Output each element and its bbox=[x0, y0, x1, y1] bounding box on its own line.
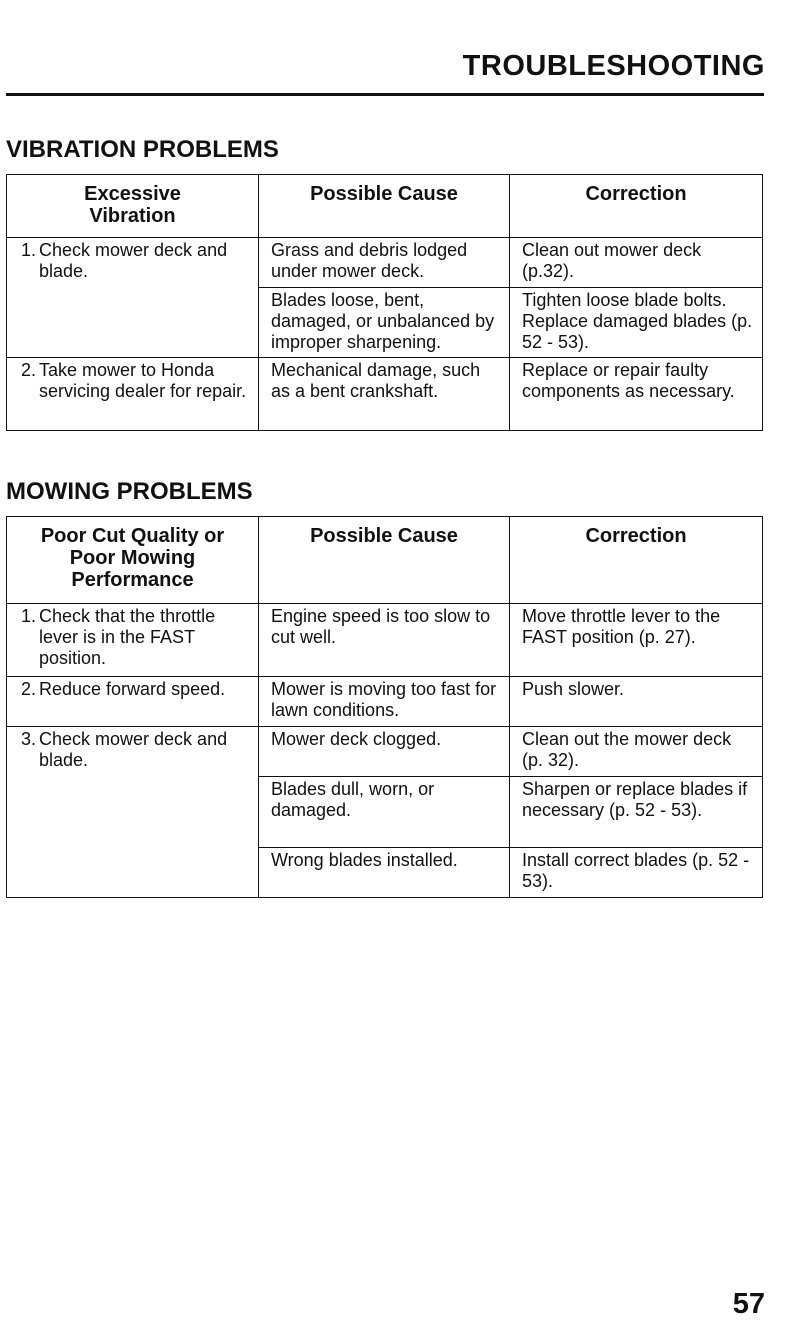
column-header-correction: Correction bbox=[510, 517, 763, 604]
vibration-section-title: VIBRATION PROBLEMS bbox=[6, 136, 279, 163]
check-number: 1. bbox=[21, 240, 37, 260]
cause-cell: Mower is moving too fast for lawn conditions. bbox=[259, 677, 510, 727]
correction-cell: Push slower. bbox=[510, 677, 763, 727]
vibration-table bbox=[6, 174, 763, 431]
check-number: 2. bbox=[21, 360, 37, 380]
table-header-row bbox=[7, 517, 763, 604]
header-rule bbox=[6, 93, 764, 96]
check-number: 2. bbox=[21, 679, 37, 699]
column-header-cause: Possible Cause bbox=[259, 175, 510, 238]
correction-cell: Sharpen or replace blades if necessary (p. 52 - 53). bbox=[510, 777, 763, 848]
mowing-section-title: MOWING PROBLEMS bbox=[6, 478, 253, 505]
table-row bbox=[7, 677, 763, 727]
page-number: 57 bbox=[732, 1288, 765, 1320]
check-text: Take mower to Honda servicing dealer for repair. bbox=[39, 360, 247, 401]
column-header-symptom: Excessive Vibration bbox=[7, 175, 259, 238]
mowing-table bbox=[6, 516, 763, 898]
page-header-title: TROUBLESHOOTING bbox=[462, 50, 765, 82]
column-header-symptom: Poor Cut Quality or Poor Mowing Performance bbox=[7, 517, 259, 604]
check-cell bbox=[7, 358, 259, 431]
cause-cell: Blades loose, bent, damaged, or unbalanced by improper sharpening. bbox=[259, 288, 510, 358]
column-header-correction: Correction bbox=[510, 175, 763, 238]
table-row bbox=[7, 604, 763, 677]
check-text: Check mower deck and blade. bbox=[39, 240, 228, 281]
check-text: Check that the throttle lever is in the FAST position. bbox=[39, 606, 216, 668]
correction-cell: Clean out mower deck (p.32). bbox=[510, 238, 763, 288]
cause-cell: Engine speed is too slow to cut well. bbox=[259, 604, 510, 677]
correction-cell: Move throttle lever to the FAST position (p. 27). bbox=[510, 604, 763, 677]
check-cell bbox=[7, 238, 259, 358]
cause-cell: Mechanical damage, such as a bent crankshaft. bbox=[259, 358, 510, 431]
correction-cell: Replace or repair faulty components as necessary. bbox=[510, 358, 763, 431]
correction-cell: Tighten loose blade bolts. Replace damaged blades (p. 52 - 53). bbox=[510, 288, 763, 358]
cause-cell: Wrong blades installed. bbox=[259, 848, 510, 898]
cause-cell: Blades dull, worn, or damaged. bbox=[259, 777, 510, 848]
check-cell bbox=[7, 727, 259, 898]
check-cell bbox=[7, 604, 259, 677]
check-cell bbox=[7, 677, 259, 727]
correction-cell: Install correct blades (p. 52 - 53). bbox=[510, 848, 763, 898]
check-number: 3. bbox=[21, 729, 37, 749]
table-row bbox=[7, 727, 763, 777]
table-header-row bbox=[7, 175, 763, 238]
cause-cell: Mower deck clogged. bbox=[259, 727, 510, 777]
table-row bbox=[7, 238, 763, 288]
correction-cell: Clean out the mower deck (p. 32). bbox=[510, 727, 763, 777]
check-number: 1. bbox=[21, 606, 37, 626]
table-row bbox=[7, 358, 763, 431]
check-text: Check mower deck and blade. bbox=[39, 729, 228, 770]
column-header-cause: Possible Cause bbox=[259, 517, 510, 604]
check-text: Reduce forward speed. bbox=[39, 679, 226, 699]
cause-cell: Grass and debris lodged under mower deck. bbox=[259, 238, 510, 288]
